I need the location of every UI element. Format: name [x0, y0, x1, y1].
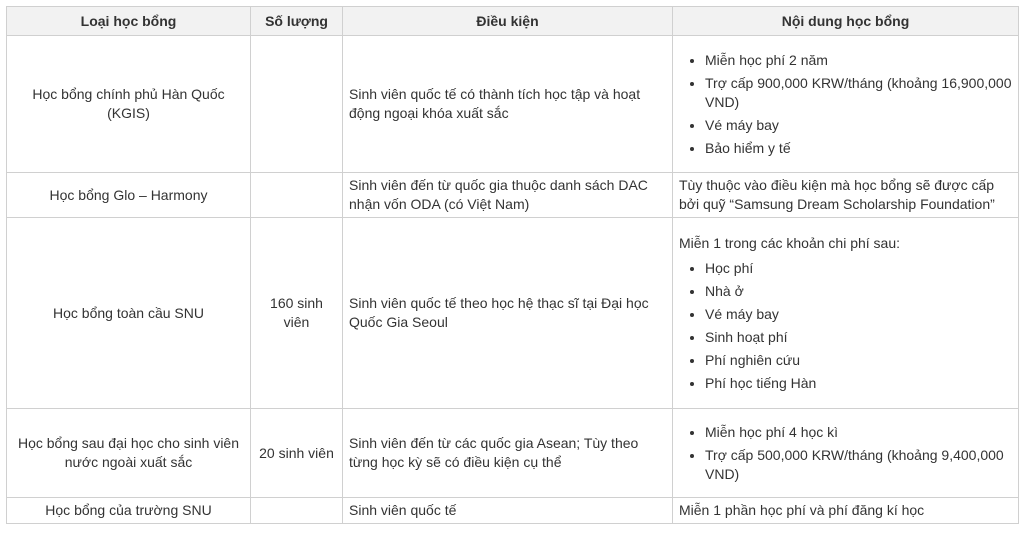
cell-type: Học bổng toàn cầu SNU: [7, 218, 251, 409]
cell-quantity: [251, 173, 343, 218]
table-header-row: [7, 7, 1019, 36]
cell-condition: Sinh viên quốc tế: [343, 498, 673, 524]
content-list: [679, 259, 1012, 393]
content-intro: Miễn 1 trong các khoản chi phí sau:: [679, 234, 901, 251]
list-item: • Vé máy bay: [705, 116, 1012, 135]
cell-quantity: [251, 36, 343, 173]
cell-quantity: 160 sinh viên: [251, 218, 343, 409]
list-item: • Trợ cấp 900,000 KRW/tháng (khoảng 16,900,000 VND): [705, 74, 1012, 112]
header-content: Nội dung học bổng: [673, 7, 1019, 36]
cell-quantity: [251, 498, 343, 524]
cell-content: Tùy thuộc vào điều kiện mà học bổng sẽ được cấp bởi quỹ “Samsung Dream Scholarship Foundation”: [673, 173, 1019, 218]
cell-content: [673, 36, 1019, 173]
list-item: • Phí nghiên cứu: [705, 351, 1012, 370]
cell-condition: Sinh viên đến từ quốc gia thuộc danh sách DAC nhận vốn ODA (có Việt Nam): [343, 173, 673, 218]
list-item: • Học phí: [705, 259, 1012, 278]
content-list: [679, 423, 1012, 484]
cell-type: Học bổng sau đại học cho sinh viên nước ngoài xuất sắc: [7, 409, 251, 498]
scholarship-table: [6, 6, 1019, 524]
cell-content: [673, 409, 1019, 498]
header-quantity: Số lượng: [251, 7, 343, 36]
content-list: [679, 51, 1012, 158]
header-scholarship-type: Loại học bổng: [7, 7, 251, 36]
scholarship-table-container: [6, 6, 1018, 524]
cell-condition: Sinh viên quốc tế theo học hệ thạc sĩ tại Đại học Quốc Gia Seoul: [343, 218, 673, 409]
header-condition: Điều kiện: [343, 7, 673, 36]
table-row: [7, 498, 1019, 524]
cell-type: Học bổng chính phủ Hàn Quốc (KGIS): [7, 36, 251, 173]
table-row: [7, 218, 1019, 409]
table-row: [7, 409, 1019, 498]
list-item: • Bảo hiểm y tế: [705, 139, 1012, 158]
table-row: [7, 173, 1019, 218]
cell-type: Học bổng Glo – Harmony: [7, 173, 251, 218]
list-item: • Sinh hoạt phí: [705, 328, 1012, 347]
cell-condition: Sinh viên đến từ các quốc gia Asean; Tùy theo từng học kỳ sẽ có điều kiện cụ thể: [343, 409, 673, 498]
list-item: • Nhà ở: [705, 282, 1012, 301]
cell-type: Học bổng của trường SNU: [7, 498, 251, 524]
cell-content: Miễn 1 phần học phí và phí đăng kí học: [673, 498, 1019, 524]
cell-condition: Sinh viên quốc tế có thành tích học tập và hoạt động ngoại khóa xuất sắc: [343, 36, 673, 173]
list-item: • Miễn học phí 4 học kì: [705, 423, 1012, 442]
cell-content: [673, 218, 1019, 409]
list-item: • Phí học tiếng Hàn: [705, 374, 1012, 393]
list-item: • Vé máy bay: [705, 305, 1012, 324]
list-item: • Miễn học phí 2 năm: [705, 51, 1012, 70]
table-row: [7, 36, 1019, 173]
list-item: • Trợ cấp 500,000 KRW/tháng (khoảng 9,400,000 VND): [705, 446, 1012, 484]
cell-quantity: 20 sinh viên: [251, 409, 343, 498]
